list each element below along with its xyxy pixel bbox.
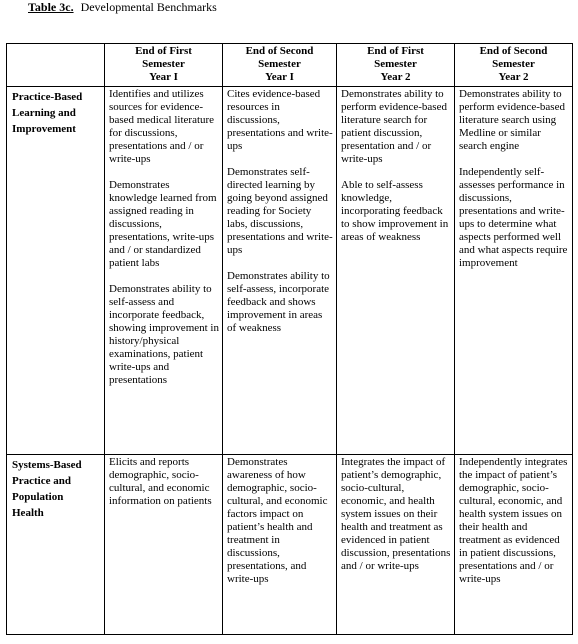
benchmark-text: Cites evidence-based resources in discussions, presentations and write-ups — [227, 88, 333, 152]
header-line: End of First — [135, 45, 192, 57]
header-line: End of Second — [245, 45, 314, 57]
benchmarks-table — [6, 43, 573, 635]
benchmark-text: Demonstrates ability to self-assess and incorporate feedback, showing improvement in history/physical examinations, patient write-ups and presentations — [109, 283, 219, 386]
row-header-line: Health — [12, 507, 44, 519]
row-header-practice-based-learning — [7, 87, 105, 455]
cell-pbl-y2-s2 — [455, 87, 573, 455]
cell-sbp-y2-s1 — [337, 455, 455, 635]
cell-pbl-y1-s1 — [105, 87, 223, 455]
benchmark-text: Independently self-assesses performance in discussions, presentations and write-ups to determine what aspects performed well and what aspects require improvement — [459, 166, 568, 269]
header-line: Year 2 — [498, 71, 529, 83]
benchmark-text: Demonstrates self-directed learning by going beyond assigned reading for Society labs, discussions, presentations and write-ups — [227, 166, 333, 256]
header-corner — [7, 44, 105, 87]
header-line: Year I — [265, 71, 294, 83]
header-y2-first-semester — [337, 44, 455, 87]
benchmark-text: Demonstrates awareness of how demographic, socio-cultural, and economic factors impact on patient’s health and treatment in discussions, presentations, and write-ups — [227, 456, 328, 585]
table-title: Developmental Benchmarks — [80, 0, 217, 14]
header-line: End of Second — [479, 45, 548, 57]
benchmark-text: Able to self-assess knowledge, incorporating feedback to show improvement in areas of weakness — [341, 179, 449, 243]
cell-sbp-y1-s1 — [105, 455, 223, 635]
header-line: Year I — [149, 71, 178, 83]
benchmark-text: Independently integrates the impact of patient’s demographic, socio-cultural, economic, and health system issues on their health and treatment as evidenced in patient discussions, presentations and / or write-ups — [459, 456, 568, 585]
row-header-line: Practice-Based — [12, 91, 83, 103]
header-y1-first-semester — [105, 44, 223, 87]
header-line: Semester — [492, 58, 535, 70]
row-header-line: Systems-Based — [12, 459, 82, 471]
header-y2-second-semester — [455, 44, 573, 87]
cell-pbl-y1-s2 — [223, 87, 337, 455]
benchmark-text: Integrates the impact of patient’s demographic, socio-cultural, economic, and health system issues on their health and treatment as evidenced in patient discussion, presentations and / or write-ups — [341, 456, 451, 572]
header-line: Semester — [258, 58, 301, 70]
table-caption — [28, 0, 217, 14]
row-header-line: Learning and — [12, 107, 76, 119]
table-label: Table 3c. — [28, 0, 74, 14]
row-header-line: Practice and — [12, 475, 71, 487]
benchmark-text: Demonstrates ability to perform evidence-based literature search for patient discussion, presentation and / or write-ups — [341, 88, 447, 165]
header-line: Semester — [142, 58, 185, 70]
header-line: End of First — [367, 45, 424, 57]
benchmark-text: Demonstrates ability to self-assess, incorporate feedback and shows improvement in areas of weakness — [227, 270, 330, 334]
cell-sbp-y2-s2 — [455, 455, 573, 635]
benchmark-text: Elicits and reports demographic, socio-cultural, and economic information on patients — [109, 456, 212, 507]
cell-sbp-y1-s2 — [223, 455, 337, 635]
header-y1-second-semester — [223, 44, 337, 87]
header-line: Semester — [374, 58, 417, 70]
row-header-line: Population — [12, 491, 64, 503]
header-line: Year 2 — [380, 71, 411, 83]
benchmark-text: Demonstrates knowledge learned from assigned reading in discussions, presentations, write-ups and / or standardized patient labs — [109, 179, 217, 269]
row-header-systems-based-practice — [7, 455, 105, 635]
benchmark-text: Identifies and utilizes sources for evidence-based medical literature for discussions, presentations and / or write-ups — [109, 88, 215, 165]
benchmark-text: Demonstrates ability to perform evidence-based literature search using Medline or similar search engine — [459, 88, 565, 152]
cell-pbl-y2-s1 — [337, 87, 455, 455]
table-row-systems-based-practice — [7, 455, 573, 635]
header-row — [7, 44, 573, 87]
table-row-practice-based-learning — [7, 87, 573, 455]
row-header-line: Improvement — [12, 123, 76, 135]
